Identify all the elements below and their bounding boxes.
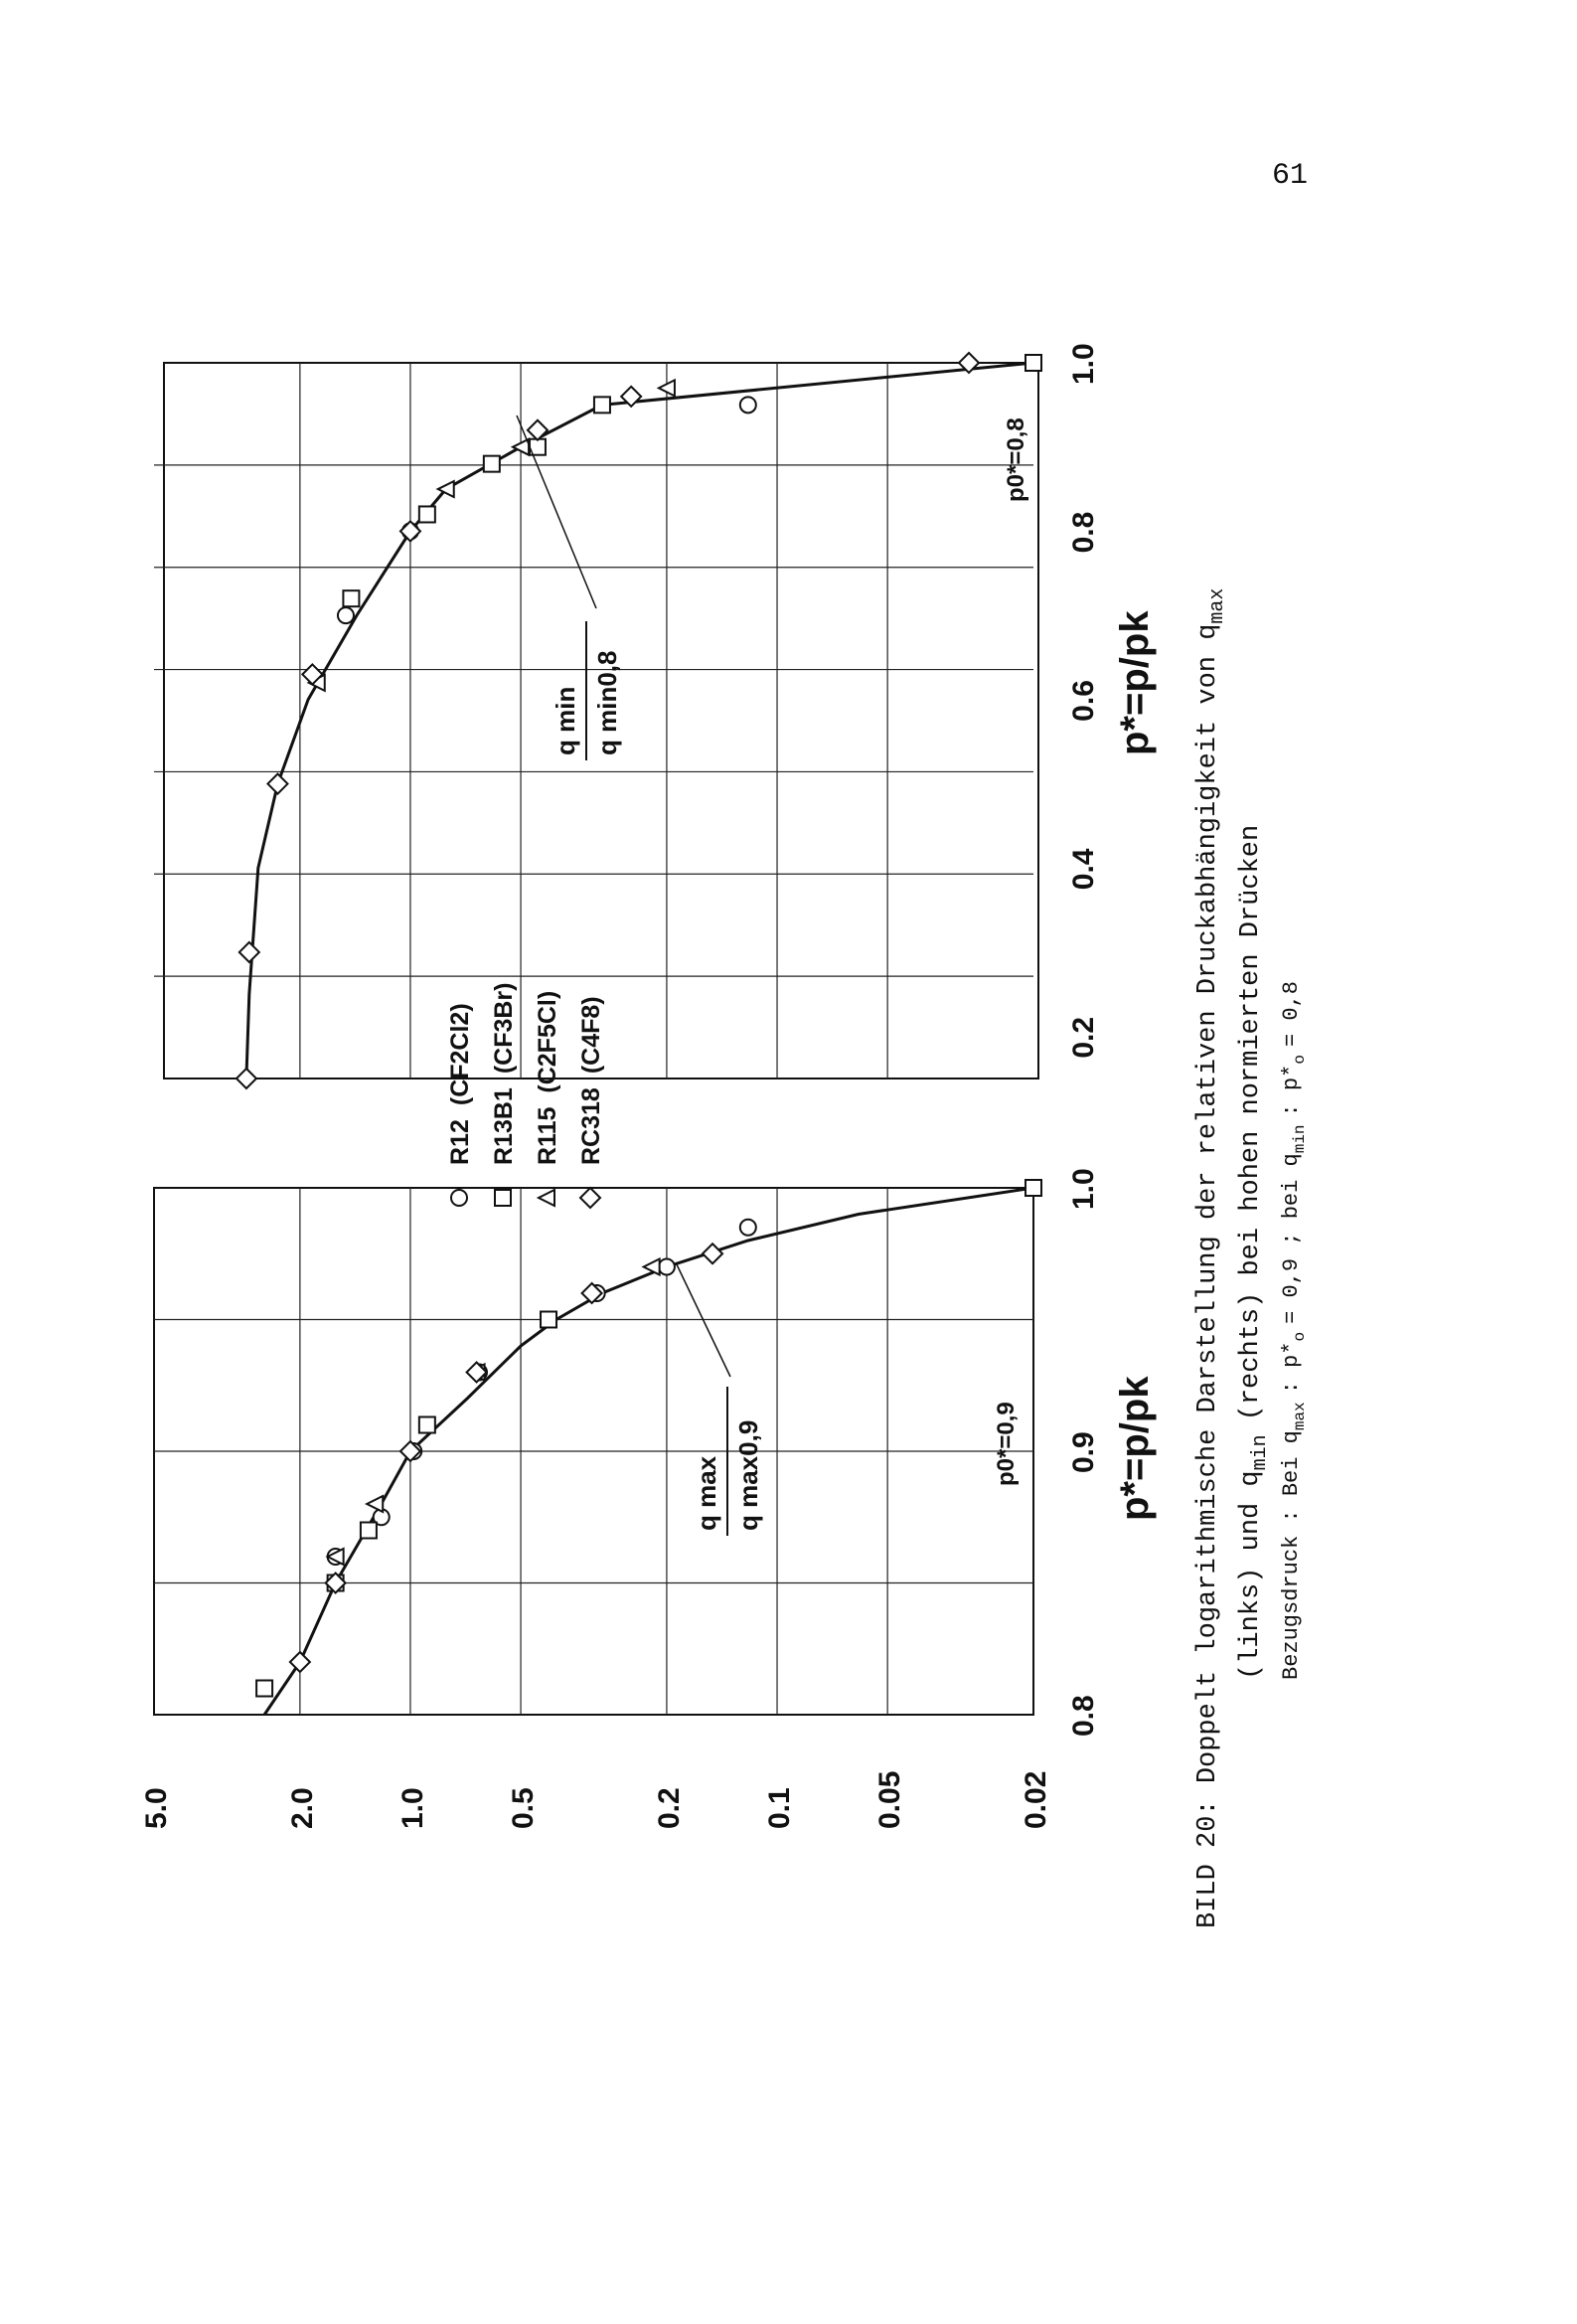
y-tick-label: 0.02 [1020,1770,1052,1829]
right-chart [154,343,1100,1088]
right-x-tick-label: 1.0 [1067,343,1100,385]
right-y-fraction-label [551,621,622,760]
left-point-diamond [703,1244,722,1263]
y-tick-label: 0.5 [507,1787,541,1829]
right-point-diamond [528,420,548,440]
page-number: 61 [1272,159,1309,193]
caption [1193,588,1309,1928]
caption-line-1: BILD 20: Doppelt logarithmische Darstellung der relativen Druckabhängigkeit von $q_{max}$ [1193,587,1229,1928]
y-tick-label: 0.2 [652,1787,686,1829]
left-x-tick-label: 1.0 [1067,1168,1100,1210]
y-tick-label: 0.05 [873,1770,907,1829]
y-tick-label: 2.0 [285,1787,319,1829]
left-reference-pressure: p0*=0,9 [993,1402,1020,1486]
right-data-points [237,353,1041,1088]
left-point-square [361,1523,377,1539]
right-frac-numerator: q min [551,686,580,755]
right-x-axis-title: p*=p/pk [1113,610,1157,755]
left-frac-denominator: q max0,9 [733,1419,763,1531]
right-point-square [419,506,435,522]
legend [446,983,605,1209]
right-x-tick-label: 0.2 [1067,1016,1100,1059]
left-point-circle [659,1259,675,1275]
left-y-fraction-label [692,1387,763,1536]
right-point-diamond [239,942,259,962]
right-point-circle [338,607,354,623]
right-point-circle [740,397,756,413]
left-x-ticks [1067,1168,1100,1737]
left-x-tick-label: 0.8 [1067,1695,1100,1737]
y-tick-label: 5.0 [140,1787,173,1829]
left-data-points [256,1180,1041,1697]
left-x-tick-label: 0.9 [1067,1431,1100,1473]
left-point-square [541,1312,556,1328]
right-point-square [594,397,610,413]
left-frac-numerator: q max [692,1455,721,1531]
right-point-square [1025,355,1041,371]
right-x-ticks [1067,343,1100,1058]
right-label-leader [517,415,596,608]
left-x-axis-title: p*=p/pk [1113,1376,1157,1521]
caption-line-3: Bezugsdruck : Bei $q_{max}$: $p*_o= 0,9$ ; bei $q_{min}$: $p*_o= 0,8$ [1279,981,1309,1680]
legend-marker-circle [451,1190,467,1206]
legend-marker-diamond [580,1188,600,1208]
y-tick-label: 1.0 [395,1787,429,1829]
left-point-square [419,1417,435,1433]
right-reference-pressure: p0*=0,8 [1003,417,1029,502]
left-point-circle [740,1220,756,1236]
left-point-square [256,1681,272,1697]
left-point-square [1025,1180,1041,1196]
left-point-diamond [290,1652,310,1672]
right-fit-curve [246,363,1033,1079]
right-x-tick-label: 0.8 [1067,511,1100,554]
legend-label: R12(CF2Cl2) [446,1003,474,1165]
y-tick-label: 0.1 [763,1787,797,1829]
y-axis-ticks [140,1771,1052,1829]
legend-label: R115(C2F5Cl) [534,990,561,1165]
legend-label: RC318(C4F8) [577,996,605,1165]
caption-line-2: (links) und $q_{min}(rechts)$ bei hohen normierten Drücken [1236,824,1272,1680]
right-frac-denominator: q min0,8 [592,650,622,755]
right-x-tick-label: 0.6 [1067,680,1100,722]
right-point-diamond [237,1069,256,1088]
right-point-square [484,456,500,472]
legend-label: R13B1(CF3Br) [490,982,518,1165]
right-point-square [343,590,359,606]
right-point-diamond [267,774,287,794]
legend-marker-triangle [539,1190,554,1206]
left-chart [154,1168,1100,1737]
left-point-triangle [367,1496,383,1512]
right-x-tick-label: 0.4 [1067,848,1100,891]
legend-marker-square [495,1190,511,1206]
left-grid [154,1188,1033,1715]
